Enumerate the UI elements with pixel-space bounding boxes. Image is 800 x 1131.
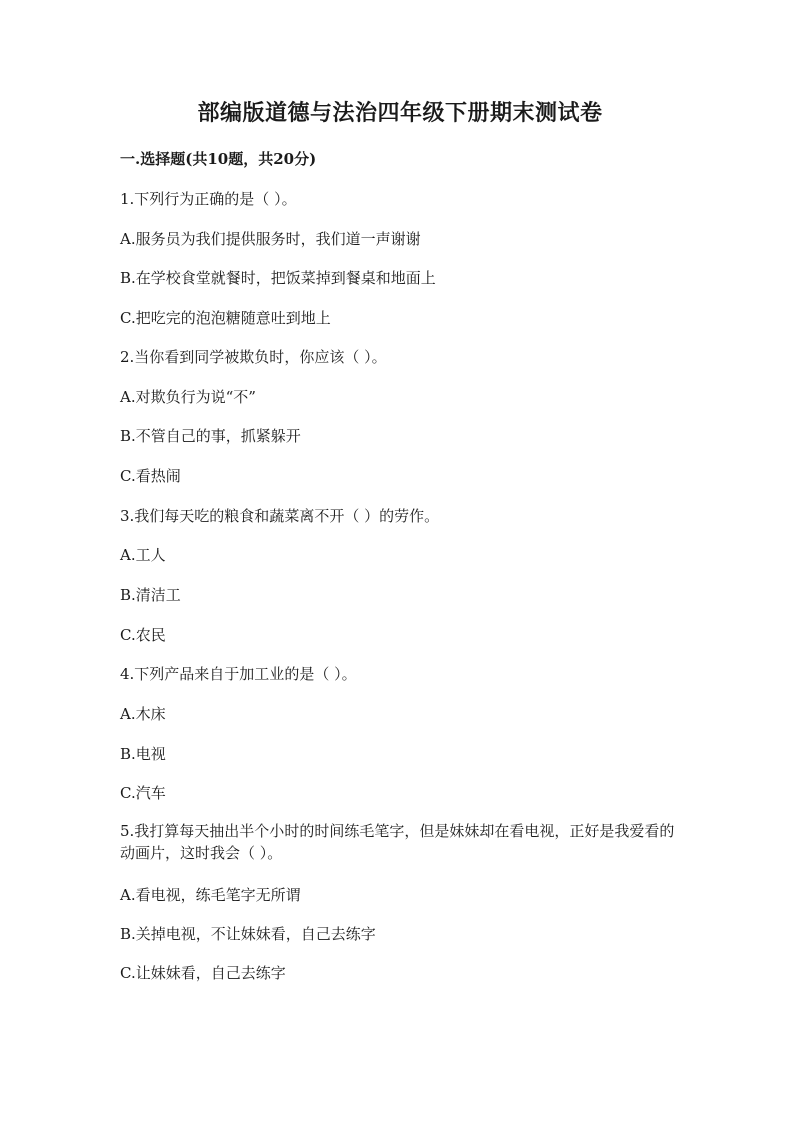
question-5-option-b: B.关掉电视，不让妹妹看，自己去练字 (120, 925, 376, 943)
question-1-option-a: A.服务员为我们提供服务时，我们道一声谢谢 (120, 230, 421, 248)
question-5-option-a: A.看电视，练毛笔字无所谓 (120, 886, 301, 904)
question-2-option-c: C.看热闹 (120, 467, 181, 485)
question-3-option-c: C.农民 (120, 626, 166, 644)
question-3-option-a: A.工人 (120, 546, 166, 564)
page-title: 部编版道德与法治四年级下册期末测试卷 (197, 100, 603, 126)
question-3-option-b: B.清洁工 (120, 586, 181, 604)
question-4-option-c: C.汽车 (120, 784, 166, 802)
question-5-option-c: C.让妹妹看，自己去练字 (120, 964, 286, 982)
question-2-option-a: A.对欺负行为说“不” (120, 388, 256, 406)
section-heading: 一.选择题(共10题，共20分) (120, 150, 317, 168)
question-2-stem: 2.当你看到同学被欺负时，你应该（ ）。 (120, 348, 387, 366)
question-3-stem: 3.我们每天吃的粮食和蔬菜离不开（ ）的劳作。 (120, 507, 440, 525)
question-1-option-c: C.把吃完的泡泡糖随意吐到地上 (120, 309, 331, 327)
question-4-stem: 4.下列产品来自于加工业的是（ ）。 (120, 665, 357, 683)
question-5-stem: 5.我打算每天抽出半个小时的时间练毛笔字，但是妹妹却在看电视，正好是我爱看的动画片，这时我会（ ）。 (120, 822, 675, 862)
question-1-option-b: B.在学校食堂就餐时，把饭菜掉到餐桌和地面上 (120, 269, 436, 287)
question-2-option-b: B.不管自己的事，抓紧躲开 (120, 427, 301, 445)
question-4-option-b: B.电视 (120, 745, 166, 763)
question-1-stem: 1.下列行为正确的是（ ）。 (120, 190, 297, 208)
question-4-option-a: A.木床 (120, 705, 166, 723)
